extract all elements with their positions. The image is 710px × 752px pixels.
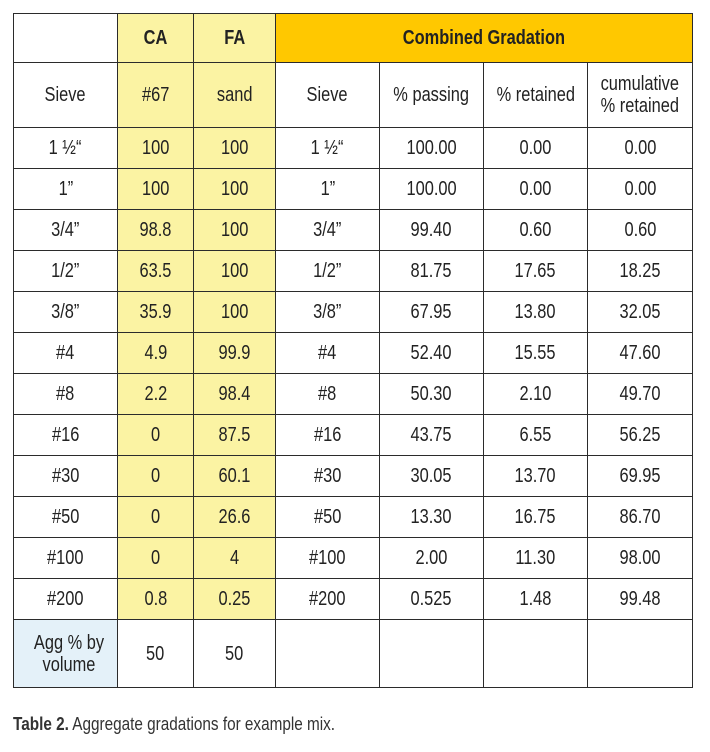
ca-value: 98.8 — [118, 210, 194, 251]
combined-sieve-cell: 1 ½“ — [276, 128, 380, 169]
sieve-cell: 1 ½“ — [14, 128, 118, 169]
cumulative-retained-value: 18.25 — [588, 251, 693, 292]
sieve-cell: 1” — [14, 169, 118, 210]
cumulative-retained-value: 0.00 — [588, 128, 693, 169]
fa-value: 87.5 — [194, 415, 276, 456]
sieve-cell: #4 — [14, 333, 118, 374]
ca-value: 0 — [118, 497, 194, 538]
agg-ca-value: 50 — [118, 620, 194, 688]
ca-value: 63.5 — [118, 251, 194, 292]
caption-text: Aggregate gradations for example mix. — [72, 714, 336, 734]
table-caption — [13, 714, 335, 735]
percent-passing-value: 52.40 — [380, 333, 484, 374]
cumulative-retained-value: 86.70 — [588, 497, 693, 538]
ca-type-header: #67 — [118, 63, 194, 128]
fa-value: 4 — [194, 538, 276, 579]
percent-passing-value: 13.30 — [380, 497, 484, 538]
percent-retained-header: % retained — [484, 63, 588, 128]
fa-value: 99.9 — [194, 333, 276, 374]
header-row — [14, 14, 693, 63]
table-row — [14, 538, 693, 579]
table-row — [14, 374, 693, 415]
ca-value: 100 — [118, 169, 194, 210]
sieve-cell: 3/8” — [14, 292, 118, 333]
empty-cell — [588, 620, 693, 688]
empty-cell — [484, 620, 588, 688]
cumulative-retained-value: 98.00 — [588, 538, 693, 579]
combined-sieve-cell: 1” — [276, 169, 380, 210]
fa-value: 100 — [194, 251, 276, 292]
fa-value: 26.6 — [194, 497, 276, 538]
combined-sieve-cell: #200 — [276, 579, 380, 620]
ca-value: 0 — [118, 415, 194, 456]
empty-cell — [276, 620, 380, 688]
agg-fa-value: 50 — [194, 620, 276, 688]
fa-value: 100 — [194, 292, 276, 333]
combined-sieve-cell: #100 — [276, 538, 380, 579]
cumulative-retained-value: 56.25 — [588, 415, 693, 456]
sieve-cell: #50 — [14, 497, 118, 538]
percent-retained-value: 13.70 — [484, 456, 588, 497]
fa-type-header: sand — [194, 63, 276, 128]
combined-sieve-cell: 3/8” — [276, 292, 380, 333]
table-row — [14, 333, 693, 374]
agg-volume-label: Agg % by volume — [14, 620, 118, 688]
cumulative-retained-value: 0.00 — [588, 169, 693, 210]
percent-retained-value: 0.60 — [484, 210, 588, 251]
percent-passing-value: 81.75 — [380, 251, 484, 292]
sieve-cell: 3/4” — [14, 210, 118, 251]
table-row — [14, 292, 693, 333]
fa-value: 100 — [194, 169, 276, 210]
combined-sieve-cell: #4 — [276, 333, 380, 374]
table-row — [14, 128, 693, 169]
cumulative-retained-value: 0.60 — [588, 210, 693, 251]
table-row — [14, 415, 693, 456]
percent-retained-value: 15.55 — [484, 333, 588, 374]
combined-sieve-cell: #30 — [276, 456, 380, 497]
combined-sieve-cell: #8 — [276, 374, 380, 415]
gradation-table — [13, 13, 693, 688]
corner-cell — [14, 14, 118, 63]
subheader-row — [14, 63, 693, 128]
cumulative-retained-value: 69.95 — [588, 456, 693, 497]
percent-passing-value: 0.525 — [380, 579, 484, 620]
percent-passing-header: % passing — [380, 63, 484, 128]
sieve-cell: #100 — [14, 538, 118, 579]
caption-label: Table 2. — [13, 714, 69, 734]
ca-value: 35.9 — [118, 292, 194, 333]
fa-header: FA — [194, 14, 276, 63]
percent-retained-value: 1.48 — [484, 579, 588, 620]
percent-retained-value: 11.30 — [484, 538, 588, 579]
percent-retained-value: 6.55 — [484, 415, 588, 456]
cumulative-retained-value: 32.05 — [588, 292, 693, 333]
cumulative-retained-value: 47.60 — [588, 333, 693, 374]
agg-volume-row — [14, 620, 693, 688]
percent-retained-value: 2.10 — [484, 374, 588, 415]
cumulative-retained-value: 99.48 — [588, 579, 693, 620]
fa-value: 98.4 — [194, 374, 276, 415]
empty-cell — [380, 620, 484, 688]
combined-sieve-header: Sieve — [276, 63, 380, 128]
percent-passing-value: 100.00 — [380, 128, 484, 169]
ca-value: 0 — [118, 456, 194, 497]
percent-retained-value: 13.80 — [484, 292, 588, 333]
table-row — [14, 169, 693, 210]
sieve-cell: #200 — [14, 579, 118, 620]
percent-passing-value: 30.05 — [380, 456, 484, 497]
combined-gradation-header: Combined Gradation — [276, 14, 693, 63]
cumulative-retained-value: 49.70 — [588, 374, 693, 415]
table-row — [14, 579, 693, 620]
percent-passing-value: 2.00 — [380, 538, 484, 579]
sieve-cell: 1/2” — [14, 251, 118, 292]
percent-passing-value: 99.40 — [380, 210, 484, 251]
percent-passing-value: 43.75 — [380, 415, 484, 456]
percent-retained-value: 0.00 — [484, 169, 588, 210]
table-row — [14, 251, 693, 292]
table-row — [14, 456, 693, 497]
ca-value: 4.9 — [118, 333, 194, 374]
combined-sieve-cell: 1/2” — [276, 251, 380, 292]
ca-value: 100 — [118, 128, 194, 169]
combined-sieve-cell: 3/4” — [276, 210, 380, 251]
sieve-cell: #30 — [14, 456, 118, 497]
sieve-cell: #16 — [14, 415, 118, 456]
cumulative-retained-header: cumulative % retained — [588, 63, 693, 128]
fa-value: 0.25 — [194, 579, 276, 620]
combined-sieve-cell: #16 — [276, 415, 380, 456]
ca-value: 2.2 — [118, 374, 194, 415]
percent-retained-value: 0.00 — [484, 128, 588, 169]
percent-passing-value: 67.95 — [380, 292, 484, 333]
percent-passing-value: 50.30 — [380, 374, 484, 415]
percent-retained-value: 16.75 — [484, 497, 588, 538]
ca-value: 0.8 — [118, 579, 194, 620]
ca-header: CA — [118, 14, 194, 63]
fa-value: 60.1 — [194, 456, 276, 497]
percent-retained-value: 17.65 — [484, 251, 588, 292]
ca-value: 0 — [118, 538, 194, 579]
sieve-cell: #8 — [14, 374, 118, 415]
combined-sieve-cell: #50 — [276, 497, 380, 538]
percent-passing-value: 100.00 — [380, 169, 484, 210]
fa-value: 100 — [194, 128, 276, 169]
sieve-header: Sieve — [14, 63, 118, 128]
fa-value: 100 — [194, 210, 276, 251]
table-row — [14, 497, 693, 538]
table-row — [14, 210, 693, 251]
